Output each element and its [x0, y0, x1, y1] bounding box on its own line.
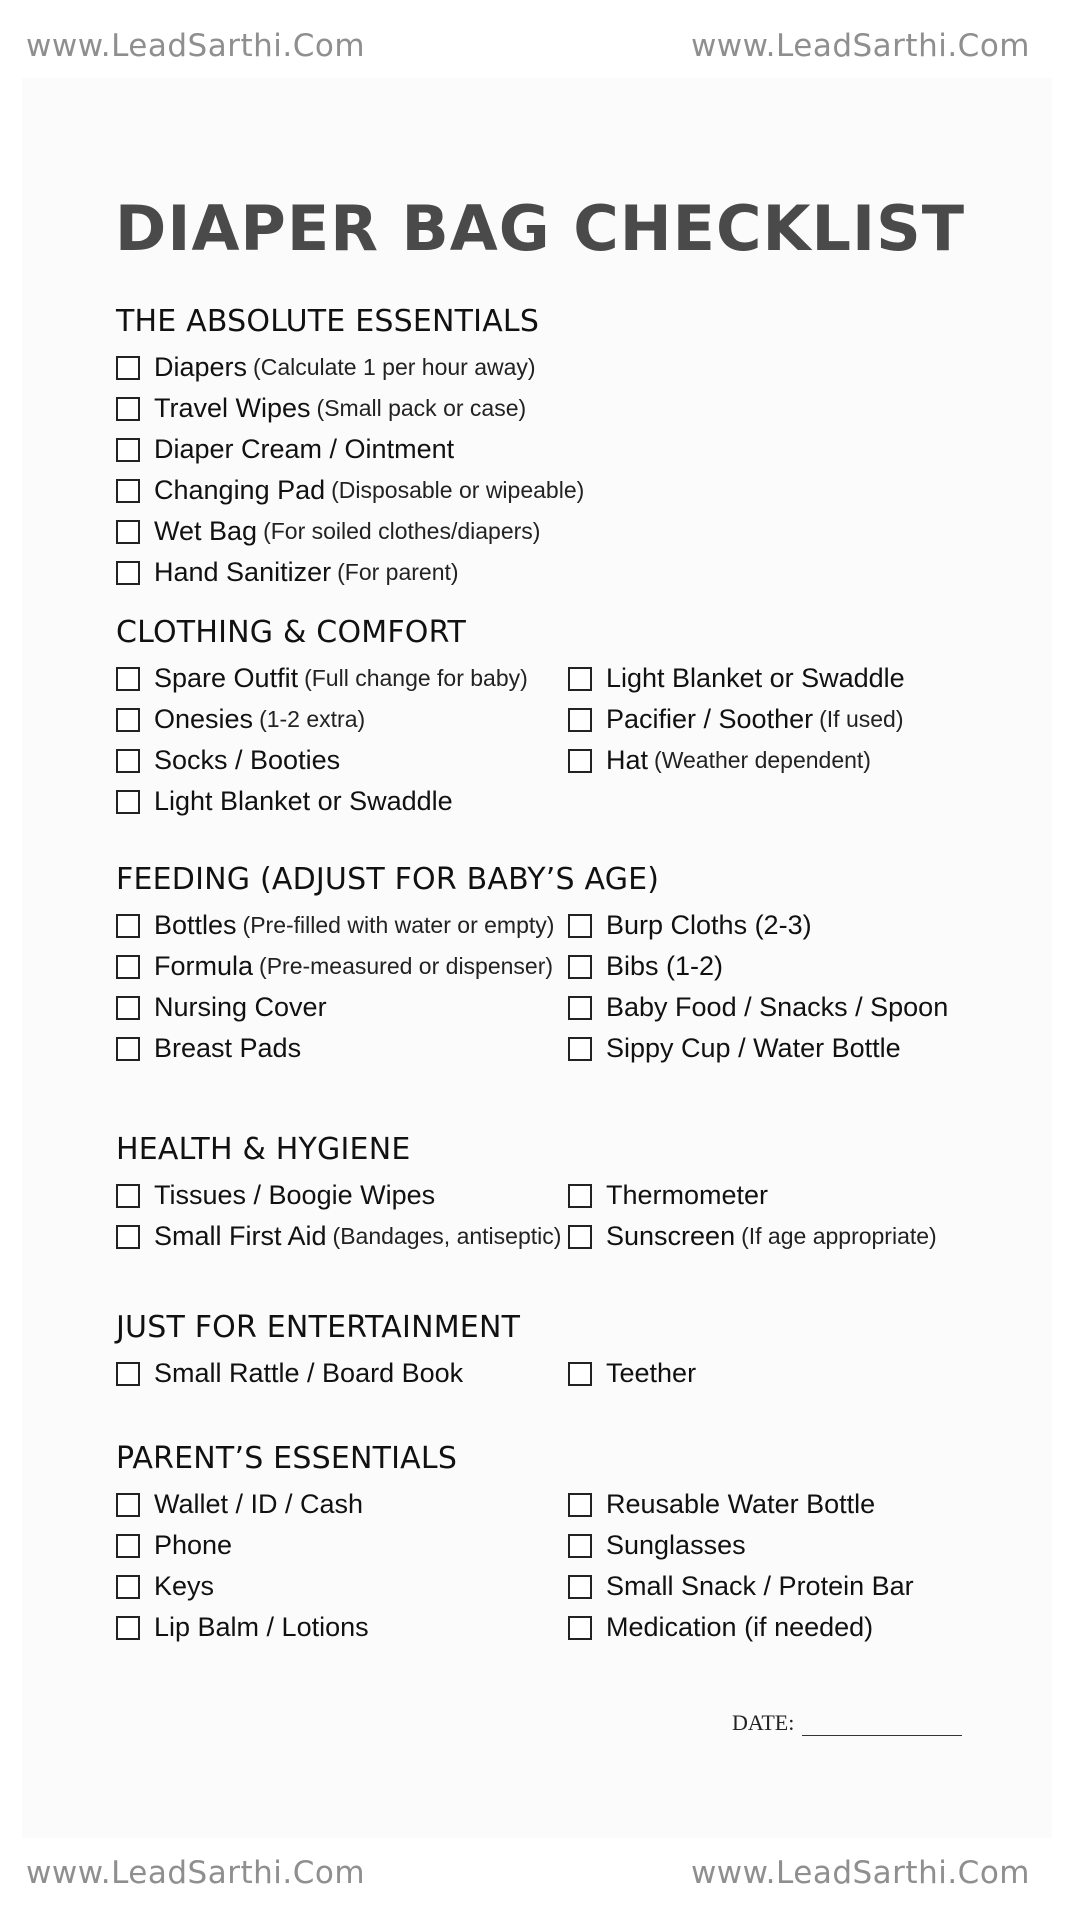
- checkbox[interactable]: [116, 1534, 140, 1558]
- section-feeding: [116, 862, 996, 1069]
- section-title: CLOTHING & COMFORT: [116, 615, 466, 650]
- checkbox[interactable]: [568, 667, 592, 691]
- checklist-item[interactable]: [116, 429, 996, 470]
- checkbox[interactable]: [116, 1037, 140, 1061]
- checkbox[interactable]: [116, 790, 140, 814]
- checkbox[interactable]: [116, 1362, 140, 1386]
- checklist-item[interactable]: [568, 946, 996, 987]
- checkbox[interactable]: [116, 749, 140, 773]
- checklist-item[interactable]: [116, 470, 996, 511]
- checklist-item[interactable]: [116, 388, 996, 429]
- checklist-item-note: (Bandages, antiseptic): [332, 1223, 562, 1249]
- checklist-item[interactable]: [568, 1175, 996, 1216]
- checklist-item-label: Bottles: [154, 910, 237, 940]
- checkbox[interactable]: [568, 1037, 592, 1061]
- checkbox[interactable]: [116, 914, 140, 938]
- section-absolute-essentials: [116, 304, 996, 593]
- checklist-item-label: Diaper Cream / Ointment: [154, 434, 455, 464]
- checklist-item-note: (If used): [819, 706, 904, 732]
- watermark-top-right: www.LeadSarthi.Com: [690, 28, 1030, 64]
- checklist-item[interactable]: [568, 740, 996, 781]
- checklist-item-label: Diapers: [154, 352, 248, 382]
- checklist-item-label: Spare Outfit: [154, 663, 299, 693]
- checklist-item-note: (Small pack or case): [316, 395, 527, 421]
- checklist-item[interactable]: [116, 1525, 568, 1566]
- checklist-column: [116, 347, 996, 593]
- checklist-item[interactable]: [116, 740, 568, 781]
- checkbox[interactable]: [116, 667, 140, 691]
- checklist-item-note: (If age appropriate): [741, 1223, 937, 1249]
- checkbox[interactable]: [568, 996, 592, 1020]
- checklist-item-label: Light Blanket or Swaddle: [154, 786, 453, 816]
- checklist-item[interactable]: [568, 1028, 996, 1069]
- checkbox[interactable]: [568, 1225, 592, 1249]
- checklist-column-right: [568, 905, 996, 1069]
- checklist-item-label: Pacifier / Soother: [606, 704, 814, 734]
- checklist-item-label: Small First Aid: [154, 1221, 327, 1251]
- checklist-column-left: [116, 1484, 568, 1648]
- checkbox[interactable]: [568, 1616, 592, 1640]
- checklist-item[interactable]: [568, 1566, 996, 1607]
- checklist-item[interactable]: [568, 1607, 996, 1648]
- checklist-item-note: (Disposable or wipeable): [331, 477, 585, 503]
- checklist-item-label: Wet Bag: [154, 516, 258, 546]
- checkbox[interactable]: [116, 955, 140, 979]
- checklist-item-label: Sippy Cup / Water Bottle: [606, 1033, 901, 1063]
- checklist-item-note: (Pre-filled with water or empty): [242, 912, 555, 938]
- watermark-bottom-left: www.LeadSarthi.Com: [26, 1855, 366, 1891]
- checklist-item[interactable]: [116, 347, 996, 388]
- checklist-item-note: (For parent): [337, 559, 459, 585]
- checklist-item-label: Socks / Booties: [154, 745, 341, 775]
- section-health-hygiene: [116, 1132, 996, 1257]
- checklist-item[interactable]: [568, 1525, 996, 1566]
- checklist-column-right: [568, 1484, 996, 1648]
- checklist-item-label: Breast Pads: [154, 1033, 302, 1063]
- checkbox[interactable]: [116, 438, 140, 462]
- checkbox[interactable]: [116, 1575, 140, 1599]
- checklist-item[interactable]: [116, 1484, 568, 1525]
- checklist-column-right: [568, 1353, 996, 1394]
- checklist-item-label: Burp Cloths (2-3): [606, 910, 812, 940]
- checkbox[interactable]: [568, 1575, 592, 1599]
- checklist-item-note: (Weather dependent): [654, 747, 871, 773]
- checklist-column-left: [116, 1175, 568, 1257]
- checkbox[interactable]: [568, 708, 592, 732]
- checklist-item-label: Bibs (1-2): [606, 951, 724, 981]
- checklist-item-label: Small Snack / Protein Bar: [606, 1571, 914, 1601]
- checkbox[interactable]: [116, 1225, 140, 1249]
- checklist-item-label: Phone: [154, 1530, 233, 1560]
- checklist-item-label: Tissues / Boogie Wipes: [154, 1180, 436, 1210]
- checklist-column-right: [568, 1175, 996, 1257]
- checkbox[interactable]: [116, 520, 140, 544]
- checklist-item-label: Lip Balm / Lotions: [154, 1612, 369, 1642]
- checkbox[interactable]: [116, 708, 140, 732]
- section-entertainment: [116, 1310, 996, 1394]
- checklist-item[interactable]: [116, 552, 996, 593]
- checkbox[interactable]: [568, 1493, 592, 1517]
- checklist-item-label: Sunscreen: [606, 1221, 736, 1251]
- section-parent-essentials: [116, 1441, 996, 1648]
- checklist-item[interactable]: [116, 1216, 568, 1257]
- checklist-item[interactable]: [116, 987, 568, 1028]
- checklist-item-label: Thermometer: [606, 1180, 769, 1210]
- checklist-item-label: Sunglasses: [606, 1530, 746, 1560]
- checklist-item-label: Travel Wipes: [154, 393, 311, 423]
- checklist-item[interactable]: [116, 1028, 568, 1069]
- checklist-column-left: [116, 658, 568, 822]
- checklist-item[interactable]: [116, 1175, 568, 1216]
- watermark-top-left: www.LeadSarthi.Com: [26, 28, 366, 64]
- checklist-item-label: Nursing Cover: [154, 992, 327, 1022]
- checklist-item-note: (1-2 extra): [259, 706, 366, 732]
- checkbox[interactable]: [568, 1184, 592, 1208]
- checklist-column-left: [116, 1353, 568, 1394]
- checkbox[interactable]: [116, 479, 140, 503]
- checklist-item-label: Formula: [154, 951, 254, 981]
- checkbox[interactable]: [568, 955, 592, 979]
- checklist-item-label: Hand Sanitizer: [154, 557, 332, 587]
- checklist-item-note: (Calculate 1 per hour away): [253, 354, 536, 380]
- checklist-item[interactable]: [116, 699, 568, 740]
- checklist-item[interactable]: [568, 1216, 996, 1257]
- checklist-item-note: (For soiled clothes/diapers): [263, 518, 541, 544]
- checklist-item[interactable]: [116, 905, 568, 946]
- checklist-item[interactable]: [116, 658, 568, 699]
- checkbox[interactable]: [116, 561, 140, 585]
- checklist-item-label: Light Blanket or Swaddle: [606, 663, 905, 693]
- checklist-item-label: Changing Pad: [154, 475, 326, 505]
- checklist-item[interactable]: [116, 1566, 568, 1607]
- checklist-item-label: Small Rattle / Board Book: [154, 1358, 464, 1388]
- date-field: [732, 1710, 962, 1736]
- checkbox[interactable]: [116, 397, 140, 421]
- checklist-item[interactable]: [568, 905, 996, 946]
- section-title: JUST FOR ENTERTAINMENT: [116, 1310, 521, 1345]
- checklist-item-note: (Pre-measured or dispenser): [259, 953, 554, 979]
- section-title: THE ABSOLUTE ESSENTIALS: [116, 304, 540, 339]
- checkbox[interactable]: [116, 1184, 140, 1208]
- checkbox[interactable]: [568, 1362, 592, 1386]
- checklist-column-right: [568, 658, 996, 822]
- checklist-item-label: Onesies: [154, 704, 254, 734]
- checklist-item[interactable]: [568, 699, 996, 740]
- section-title: PARENT’S ESSENTIALS: [116, 1441, 458, 1476]
- checklist-item[interactable]: [116, 781, 568, 822]
- section-clothing-comfort: [116, 615, 996, 822]
- checklist-item[interactable]: [116, 1607, 568, 1648]
- checklist-item-label: Baby Food / Snacks / Spoon: [606, 992, 949, 1022]
- checklist-item[interactable]: [116, 946, 568, 987]
- date-blank-line[interactable]: [802, 1717, 962, 1736]
- page-title: DIAPER BAG CHECKLIST: [114, 192, 966, 265]
- checklist-item[interactable]: [568, 1484, 996, 1525]
- checklist-item[interactable]: [568, 987, 996, 1028]
- checklist-item[interactable]: [568, 658, 996, 699]
- checkbox[interactable]: [568, 749, 592, 773]
- checklist-item-label: Reusable Water Bottle: [606, 1489, 876, 1519]
- checkbox[interactable]: [116, 356, 140, 380]
- checkbox[interactable]: [116, 1493, 140, 1517]
- checkbox[interactable]: [568, 1534, 592, 1558]
- date-label: DATE:: [732, 1710, 795, 1735]
- checklist-item-label: Teether: [606, 1358, 697, 1388]
- checklist-column-left: [116, 905, 568, 1069]
- checklist-item-label: Keys: [154, 1571, 215, 1601]
- section-title: HEALTH & HYGIENE: [116, 1132, 411, 1167]
- watermark-bottom-right: www.LeadSarthi.Com: [690, 1855, 1030, 1891]
- checklist-item[interactable]: [116, 1353, 568, 1394]
- checkbox[interactable]: [568, 914, 592, 938]
- section-title: FEEDING (ADJUST FOR BABY’S AGE): [116, 862, 660, 897]
- checklist-item-note: (Full change for baby): [304, 665, 528, 691]
- checklist-item[interactable]: [116, 511, 996, 552]
- checkbox[interactable]: [116, 1616, 140, 1640]
- checklist-item[interactable]: [568, 1353, 996, 1394]
- checklist-item-label: Medication (if needed): [606, 1612, 874, 1642]
- checklist-item-label: Hat: [606, 745, 649, 775]
- checklist-item-label: Wallet / ID / Cash: [154, 1489, 364, 1519]
- checkbox[interactable]: [116, 996, 140, 1020]
